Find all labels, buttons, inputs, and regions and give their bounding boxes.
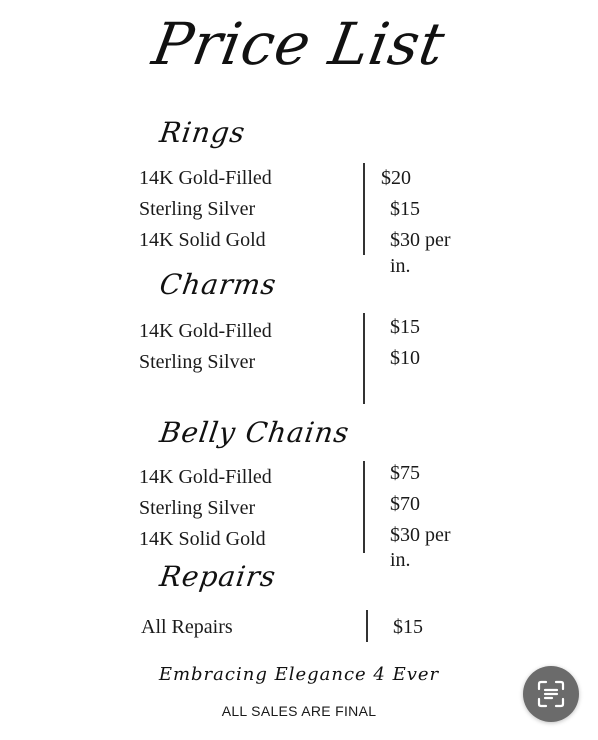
footer-note: ALL SALES ARE FINAL (221, 703, 377, 719)
section-heading-repairs: Repairs (157, 560, 279, 593)
item-name: 14K Gold-Filled (139, 466, 272, 488)
item-name: Sterling Silver (139, 497, 256, 519)
column-divider (366, 610, 368, 642)
item-price: $75 (390, 462, 420, 484)
item-price: $10 (390, 347, 420, 369)
item-price: $15 (393, 616, 423, 638)
item-name: 14K Gold-Filled (139, 167, 272, 189)
item-price: $15 (390, 316, 420, 338)
item-price: $30 per (390, 229, 451, 251)
tagline: Embracing Elegance 4 Ever (158, 664, 440, 685)
item-name: Sterling Silver (139, 351, 256, 373)
item-name: 14K Gold-Filled (139, 320, 272, 342)
item-price-unit: in. (390, 549, 411, 571)
column-divider (363, 313, 365, 404)
item-price: $15 (390, 198, 420, 220)
item-name: All Repairs (141, 616, 233, 638)
item-price: $30 per (390, 524, 451, 546)
column-divider (363, 461, 365, 553)
column-divider (363, 163, 365, 255)
page-title: Price List (147, 10, 451, 78)
section-heading-rings: Rings (157, 116, 248, 149)
section-heading-charms: Charms (157, 268, 279, 301)
item-price-unit: in. (390, 255, 411, 277)
item-name: Sterling Silver (139, 198, 256, 220)
item-price: $20 (381, 167, 411, 189)
text-scan-icon (537, 680, 565, 708)
item-price: $70 (390, 493, 420, 515)
item-name: 14K Solid Gold (139, 528, 266, 550)
item-name: 14K Solid Gold (139, 229, 266, 251)
scan-text-button[interactable] (523, 666, 579, 722)
section-heading-belly-chains: Belly Chains (157, 416, 352, 449)
